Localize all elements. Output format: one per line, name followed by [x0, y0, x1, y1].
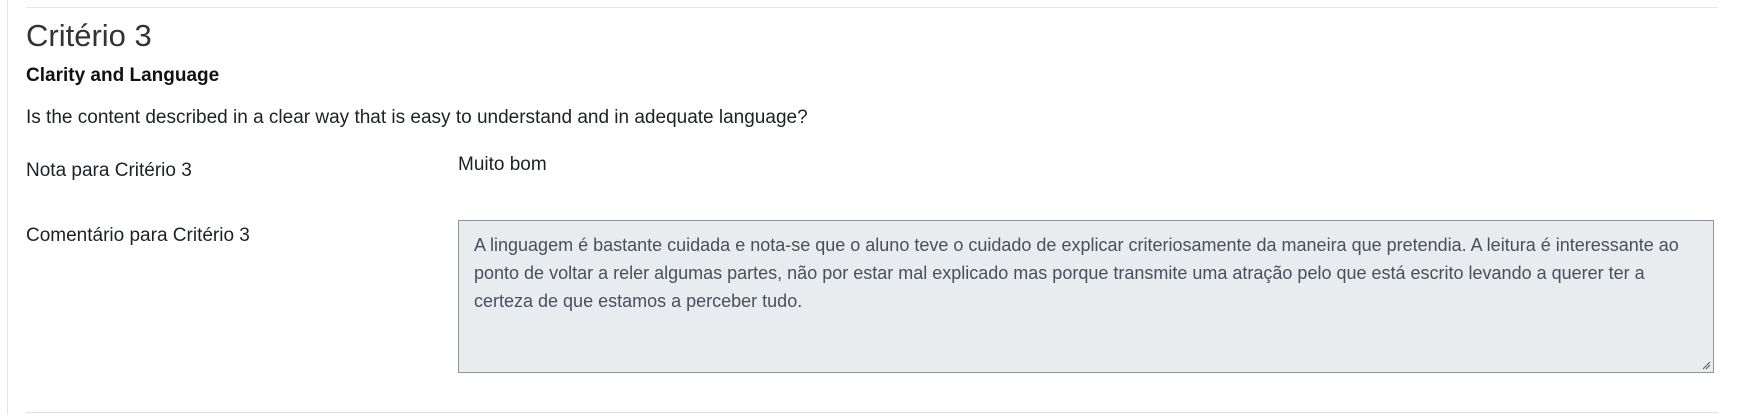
criterion-question: Is the content described in a clear way that is easy to understand and in adequate language?: [26, 107, 808, 128]
grade-value: Muito bom: [458, 154, 547, 175]
criterion-name: Clarity and Language: [26, 65, 220, 86]
resize-handle-icon[interactable]: [1701, 360, 1711, 370]
bottom-divider: [26, 412, 1718, 413]
comment-label: Comentário para Critério 3: [26, 225, 250, 246]
comment-text: A linguagem é bastante cuidada e nota-se que o aluno teve o cuidado de explicar criteriosamente da maneira que pretendia. A leitura é interessante ao ponto de voltar a reler algumas partes, não por estar mal explicado mas porque transmite uma atração pelo que está escrito levando a querer ter a certeza de que estamos a perceber tudo.: [474, 235, 1679, 311]
top-divider: [26, 7, 1718, 8]
criterion-title: Critério 3: [26, 18, 152, 53]
grade-label: Nota para Critério 3: [26, 160, 192, 181]
comment-textarea[interactable]: [458, 220, 1714, 373]
